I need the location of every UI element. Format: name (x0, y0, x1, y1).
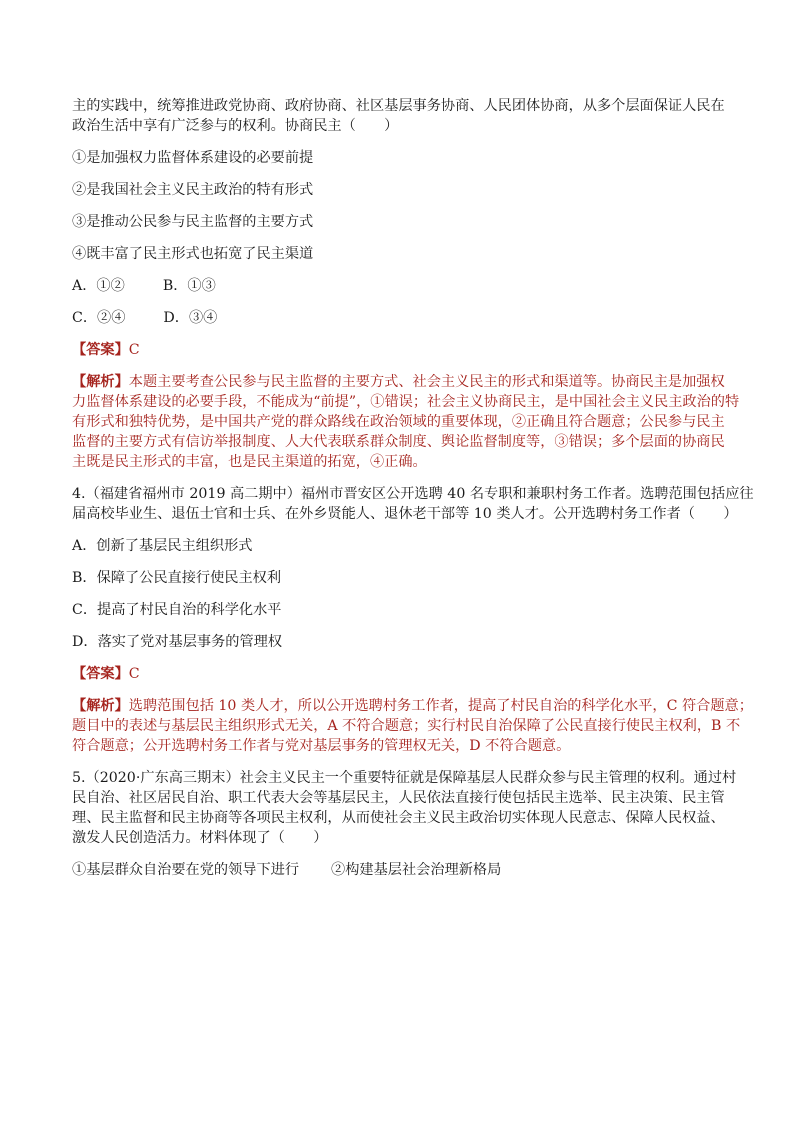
q3-analysis-line-3: 有形式和独特优势，是中国共产党的群众路线在政治领域的重要体现，②正确且符合题意；公民参与民主 (72, 414, 725, 430)
q3-options-row-2 (72, 308, 726, 328)
q3-answer-tag: 【答案】 (72, 342, 129, 358)
q3-option-c: C．②④ (72, 310, 126, 326)
q3-option-a: A．①② (72, 278, 125, 294)
q3-analysis-line-1: 【解析】本题主要考查公民参与民主监督的主要方式、社会主义民主的形式和渠道等。协商民主是加强权 (72, 374, 725, 390)
q4-stem-line-2: 届高校毕业生、退伍士官和士兵、在外乡贤能人、退休老干部等 10 类人才。公开选聘村务工作者（ ） (72, 506, 738, 522)
q5-statements-row (72, 860, 726, 880)
q3-option-d: D．③④ (163, 310, 218, 326)
q4-analysis-line-2: 题目中的表述与基层民主组织形式无关，A 不符合题意；实行村民自治保障了公民直接行使民主权利，B 不 (72, 718, 741, 734)
q3-statement-4: ④既丰富了民主形式也拓宽了民主渠道 (72, 246, 314, 262)
q5-stem-line-1: 5.（2020·广东高三期末）社会主义民主一个重要特征就是保障基层人民群众参与民主管理的权利。通过村 (72, 770, 737, 786)
q3-option-b: B．①③ (162, 278, 216, 294)
q4-answer-tag: 【答案】 (72, 666, 129, 682)
q3-analysis-tag: 【解析】 (72, 374, 129, 390)
q3-statement-2: ②是我国社会主义民主政治的特有形式 (72, 182, 314, 198)
q4-answer-value: C (128, 666, 140, 682)
q4-option-c: C．提高了村民自治的科学化水平 (72, 602, 282, 618)
q4-answer (72, 664, 726, 684)
q4-option-a: A．创新了基层民主组织形式 (72, 538, 253, 554)
q3-stem-line-1: 主的实践中，统筹推进政党协商、政府协商、社区基层事务协商、人民团体协商，从多个层面保证人民在 (72, 98, 725, 114)
q3-stem-line-2: 政治生活中享有广泛参与的权利。协商民主（ ） (72, 118, 399, 134)
q5-stem-line-4: 激发人民创造活力。材料体现了（ ） (72, 830, 328, 846)
q4-analysis-tag: 【解析】 (72, 698, 129, 714)
document-page (72, 96, 754, 892)
q3-options-row-1 (72, 276, 726, 296)
q4-option-b: B．保障了公民直接行使民主权利 (72, 570, 282, 586)
q3-analysis-line-2: 力监督体系建设的必要手段，不能成为“前提”，①错误；社会主义协商民主，是中国社会主义民主政治的特 (72, 394, 740, 410)
q3-statement-1: ①是加强权力监督体系建设的必要前提 (72, 150, 314, 166)
q3-analysis-line-4: 监督的主要方式有信访举报制度、人大代表联系群众制度、舆论监督制度等，③错误；多个层面的协商民 (72, 434, 725, 450)
q5-stem-line-2: 民自治、社区居民自治、职工代表大会等基层民主，人民依法直接行使包括民主选举、民主决策、民主管 (72, 790, 725, 806)
q4-analysis-line-1: 【解析】选聘范围包括 10 类人才，所以公开选聘村务工作者，提高了村民自治的科学化水平，C 符合题意； (72, 698, 753, 714)
q3-statement-3: ③是推动公民参与民主监督的主要方式 (72, 214, 314, 230)
q4-stem-line-1: 4.（福建省福州市 2019 高二期中）福州市晋安区公开选聘 40 名专职和兼职村务工作者。选聘范围包括应往 (72, 486, 754, 502)
q3-answer-value: C (128, 342, 140, 358)
q5-statement-1: ①基层群众自治要在党的领导下进行 (72, 862, 300, 878)
q3-analysis-line-5: 主既是民主形式的丰富，也是民主渠道的拓宽，④正确。 (72, 454, 427, 470)
q3-answer (72, 340, 726, 360)
q5-statement-2: ②构建基层社会治理新格局 (331, 862, 502, 878)
q4-analysis-line-3: 符合题意；公开选聘村务工作者与党对基层事务的管理权无关，D 不符合题意。 (72, 738, 571, 754)
q4-option-d: D．落实了党对基层事务的管理权 (72, 634, 283, 650)
q5-stem-line-3: 理、民主监督和民主协商等各项民主权利，从而使社会主义民主政治切实体现人民意志、保障人民权益、 (72, 810, 725, 826)
